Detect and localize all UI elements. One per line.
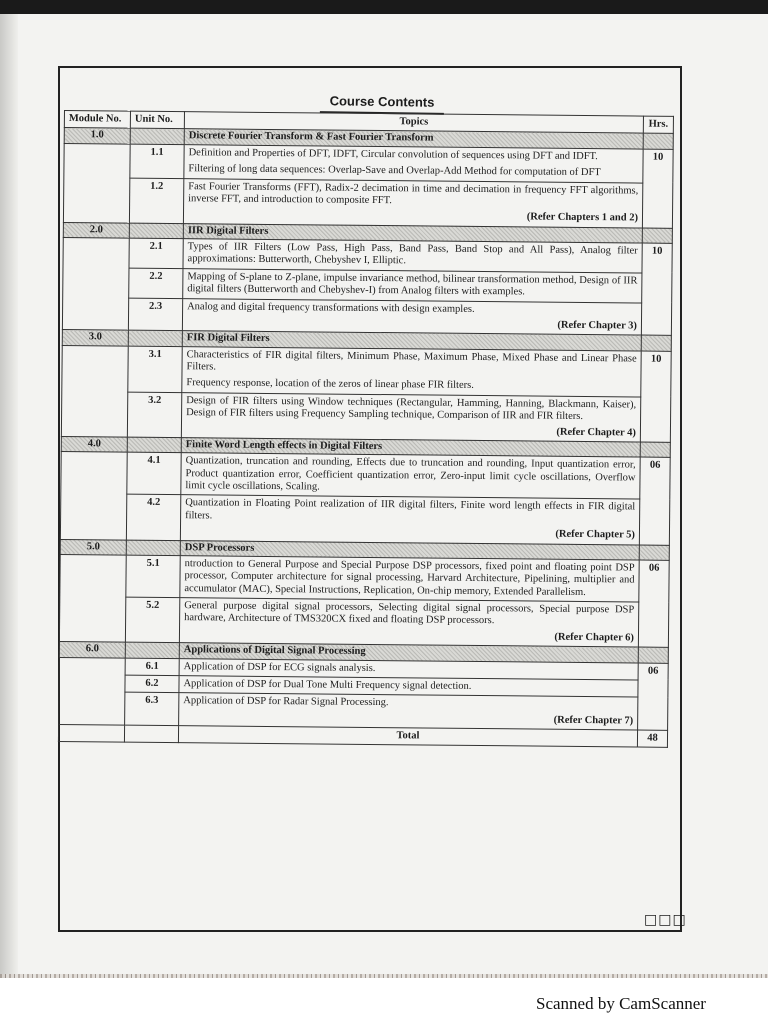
topic-text: Application of DSP for ECG signals analysis. (183, 660, 376, 674)
module-number: 4.0 (61, 436, 127, 452)
module-unit-blank (127, 437, 181, 453)
topic-text: Analog and digital frequency transformations with design examples. (187, 300, 475, 315)
module-unit-blank (129, 223, 183, 239)
topic-text: Types of IIR Filters (Low Pass, High Pass, Band Pass, Band Stop and All Pass), Analog filter approximations: Butterworth, Chebyshev I, Elliptic. (187, 241, 638, 267)
module-hrs-cell (642, 228, 672, 244)
module-column-blank (59, 554, 126, 642)
module-hrs-cell (638, 647, 668, 663)
module-unit-blank (125, 642, 179, 658)
module-unit-blank (126, 540, 180, 556)
unit-number: 4.2 (126, 494, 180, 540)
header-module-no: Module No. (64, 111, 130, 129)
module-column-blank (62, 237, 129, 330)
unit-number: 2.2 (129, 268, 183, 298)
table-body (58, 128, 673, 748)
total-label: Total (178, 726, 637, 748)
unit-number: 1.1 (130, 144, 184, 178)
topic-text: Fast Fourier Transforms (FFT), Radix-2 decimation in time and decimation in frequency FFT algorithms, inverse FFT, and introduction to composite FFT. (188, 180, 639, 207)
unit-topic (179, 598, 638, 648)
topic-text: ntroduction to General Purpose and Special Purpose DSP processors, fixed point and floating point DSP processor, Computer architecture for signal processing, Harvard Architecture, Pipelining, multiplier and accumulator (MAC), Special Instructions, Replication, On-chip memory, Extended Parallelism. (184, 558, 635, 598)
chapter-reference: (Refer Chapters 1 and 2) (526, 211, 639, 224)
scanner-watermark: Scanned by CamScanner (536, 994, 706, 1013)
unit-row (63, 177, 672, 228)
unit-row (60, 494, 669, 545)
page-binding-edge (0, 14, 18, 984)
module-hours: 06 (638, 560, 669, 648)
unit-topic (183, 268, 642, 302)
unit-topic (182, 298, 641, 335)
unit-number: 2.3 (128, 298, 182, 331)
module-hrs-cell (643, 133, 673, 149)
topic-text: Filtering of long data sequences: Overlap-Save and Overlap-Add Method for computation of DFT (188, 163, 601, 179)
module-hours: 06 (639, 457, 670, 545)
unit-number: 3.1 (128, 346, 182, 393)
module-hours: 10 (642, 149, 673, 228)
course-contents-table (58, 110, 674, 748)
header-hrs: Hrs. (643, 116, 673, 134)
module-title: DSP Processors (180, 540, 639, 560)
total-blank-module (58, 724, 124, 742)
module-number: 2.0 (63, 222, 129, 238)
chapter-reference: (Refer Chapter 3) (557, 319, 638, 332)
chapter-reference: (Refer Chapter 6) (554, 631, 635, 644)
topic-text: Quantization in Floating Point realization of IIR digital filters, Finite word length effects in FIR digital filters. (185, 497, 636, 522)
page-title: Course Contents (320, 93, 444, 115)
unit-number: 5.1 (126, 555, 180, 598)
module-number: 6.0 (59, 642, 125, 658)
module-unit-blank (128, 330, 182, 346)
topic-text: Application of DSP for Dual Tone Multi Frequency signal detection. (183, 678, 472, 692)
unit-number: 2.1 (129, 238, 183, 268)
topic-text: Design of FIR filters using Window techniques (Rectangular, Hamming, Hanning, Blackmann, Kaiser), Design of FIR filters using Frequency Sampling technique, Comparison of IIR and FIR filters. (186, 394, 637, 423)
header-unit-no: Unit No. (130, 111, 184, 129)
unit-row (61, 452, 670, 500)
unit-topic (184, 144, 643, 182)
module-column-blank (61, 345, 128, 437)
topic-text: General purpose digital signal processors, Selecting digital signal processors, Special purpose DSP hardware, Architecture of TMS320CX fixed and floating DSP processors. (184, 600, 635, 627)
module-column-blank (63, 143, 130, 223)
total-hours: 48 (637, 730, 667, 748)
unit-number: 4.1 (127, 452, 181, 495)
chapter-reference: (Refer Chapter 5) (555, 528, 635, 541)
module-unit-blank (130, 129, 184, 145)
module-title: IIR Digital Filters (183, 223, 642, 243)
chapter-reference: (Refer Chapter 4) (556, 426, 636, 439)
unit-row (62, 345, 671, 397)
unit-topic (183, 239, 642, 273)
module-hours: 10 (640, 351, 671, 443)
total-blank-unit (124, 725, 178, 743)
unit-topic (180, 556, 639, 603)
unit-row (59, 596, 668, 647)
module-title: Applications of Digital Signal Processing (179, 643, 638, 663)
module-column-blank (59, 657, 126, 725)
module-title: FIR Digital Filters (182, 331, 641, 351)
topic-text: Frequency response, location of the zeros of linear phase FIR filters. (186, 377, 474, 392)
unit-topic (181, 453, 640, 500)
module-hours: 06 (638, 663, 669, 731)
topic-text: Quantization, truncation and rounding, Effects due to truncation and rounding, Input quantization error, Product quantization error, Coefficient quantization error, Zero-input limit cycle oscillations, Overflow limit cycle oscillations, Scaling. (185, 455, 636, 493)
module-hrs-cell (641, 335, 671, 351)
topic-text: Mapping of S-plane to Z-plane, impulse invariance method, bilinear transformation method, Design of IIR digital filters (Butterworth and Chebyshev-I) from Analog filters with examples. (187, 270, 638, 298)
module-hrs-cell (640, 442, 670, 458)
unit-topic (181, 392, 640, 442)
unit-topic (182, 346, 641, 397)
module-number: 5.0 (60, 539, 126, 555)
chapter-reference: (Refer Chapter 7) (553, 714, 634, 727)
topic-text: Characteristics of FIR digital filters, Minimum Phase, Maximum Phase, Mixed Phase and Linear Phase Filters. (186, 348, 637, 373)
topic-text: Application of DSP for Radar Signal Processing. (183, 695, 389, 709)
unit-row (60, 554, 669, 602)
module-hrs-cell (639, 545, 669, 561)
unit-row (61, 391, 670, 442)
module-number: 3.0 (62, 330, 128, 346)
end-marks: □□□ (644, 912, 687, 928)
module-title: Discrete Fourier Transform & Fast Fourier Transform (184, 129, 643, 149)
unit-topic (179, 693, 638, 730)
module-column-blank (60, 452, 127, 540)
unit-topic (180, 495, 639, 545)
unit-number: 6.1 (125, 658, 179, 676)
unit-topic (183, 178, 642, 228)
module-title: Finite Word Length effects in Digital Filters (181, 438, 640, 458)
module-hours: 10 (641, 243, 672, 336)
unit-number: 6.2 (125, 675, 179, 693)
unit-number: 1.2 (129, 178, 183, 224)
unit-number: 5.2 (125, 597, 179, 643)
header-topics: Topics (184, 112, 643, 134)
unit-number: 3.2 (127, 392, 181, 438)
unit-number: 6.3 (125, 692, 179, 725)
module-number: 1.0 (64, 128, 130, 144)
topic-text: Definition and Properties of DFT, IDFT, Circular convolution of sequences using DFT and IDFT. (188, 146, 598, 162)
